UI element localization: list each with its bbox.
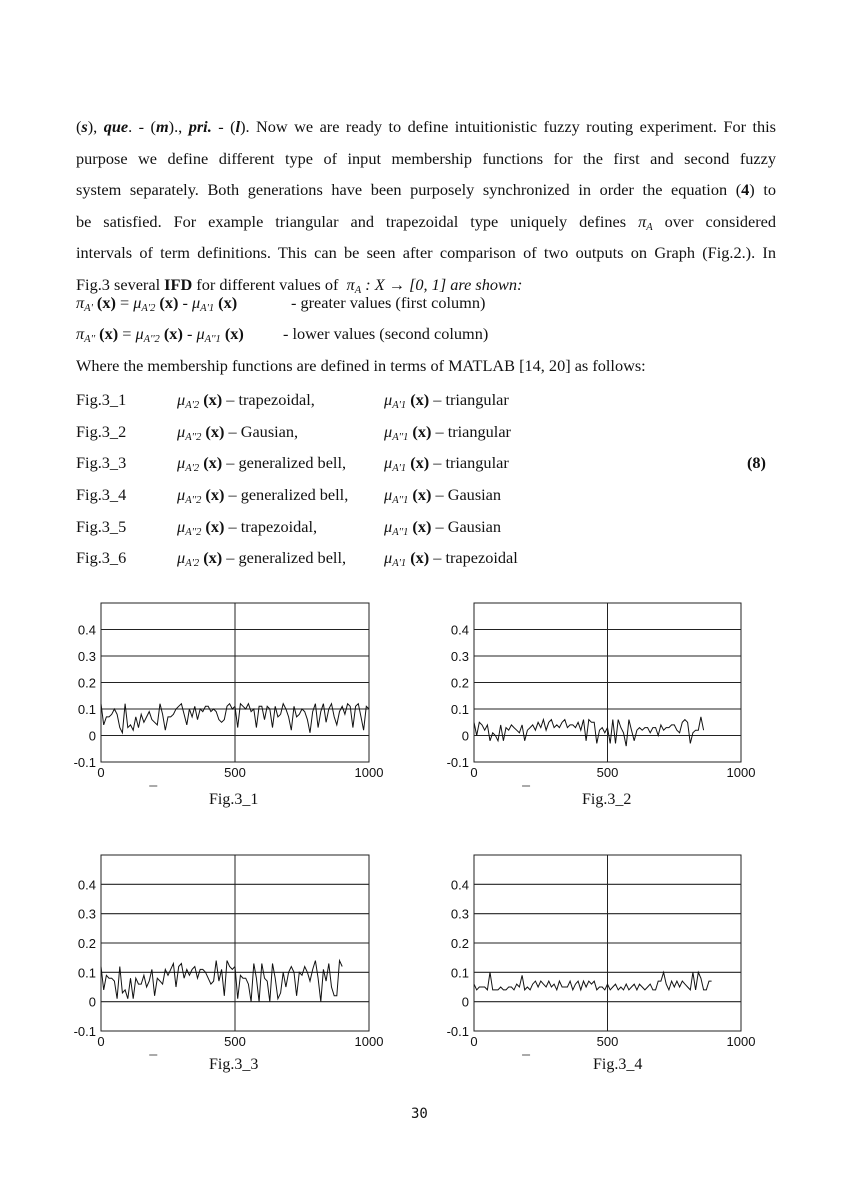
y-tick-label: 0.4 [450, 877, 469, 893]
paragraph-line-2: purpose we define different type of input membership functions for the first and second fuzzy [76, 148, 776, 168]
definition-figure: Fig.3_5 [76, 516, 127, 536]
paragraph-line-1: (s), que. - (m)., pri. - (l). Now we are ready to define intuitionistic fuzzy routing experiment. For this [76, 117, 777, 136]
y-tick-label: 0.4 [77, 622, 96, 638]
chart-svg [60, 595, 400, 795]
figure-caption: Fig.3_1 [209, 791, 259, 808]
y-tick-label: 0.3 [77, 906, 96, 922]
paragraph-line-5: intervals of term definitions. This can be seen after comparison of two outputs on Graph (Fig.2.). In [76, 243, 776, 263]
equation-number: (8) [747, 453, 766, 472]
y-tick-label: 0.2 [77, 675, 96, 691]
y-tick-label: 0.4 [77, 877, 96, 893]
definition-figure: Fig.3_6 [76, 548, 127, 568]
y-tick-label: 0.4 [450, 622, 469, 638]
definition-mu1: $\mu_{A''1}$ (x) – Gausian [384, 516, 502, 538]
y-tick-label: 0.1 [77, 702, 96, 717]
definition-mu2: $\mu_{A''2}$ (x) – generalized bell, [177, 485, 349, 507]
y-tick-label: 0.1 [450, 702, 469, 717]
x-tick-label: 1000 [354, 765, 384, 780]
y-tick-label: 0.1 [77, 965, 96, 981]
definition-mu2: $\mu_{A''2}$ (x) – Gausian, [177, 421, 299, 443]
series-line [474, 717, 704, 746]
figure-caption: Fig.3_3 [209, 1056, 259, 1073]
x-tick-label: 1000 [726, 765, 756, 780]
chart-fig-3-1 [60, 595, 400, 800]
x-tick-label: 1000 [354, 1034, 384, 1049]
y-tick-label: 0 [88, 994, 96, 1010]
y-tick-label: -0.1 [446, 1024, 469, 1039]
chart-fig-3-4 [430, 850, 770, 1065]
x-tick-label: 0 [470, 765, 478, 780]
series-line [101, 961, 342, 1002]
definition-mu1: $\mu_{A''1}$ (x) – Gausian [384, 485, 502, 507]
y-tick-label: -0.1 [446, 755, 469, 770]
chart-svg [60, 850, 400, 1060]
definition-mu2: $\mu_{A''2}$ (x) – trapezoidal, [177, 516, 318, 538]
definition-mu1: $\mu_{A'1}$ (x) – trapezoidal [384, 548, 518, 570]
chart-svg [430, 595, 770, 795]
x-tick-label: 1000 [726, 1034, 756, 1049]
y-tick-label: 0 [461, 728, 469, 744]
x-tick-label: 500 [596, 765, 619, 780]
y-tick-label: 0.2 [450, 675, 469, 691]
equation-pi-a-prime: $\pi_{A'}$ $(x) = \mu_{A'2}$ $(x) - \mu_{A'1}$ (x) - greater values (first column) [76, 293, 486, 314]
definition-figure: Fig.3_4 [76, 485, 127, 505]
definition-figure: Fig.3_1 [76, 390, 127, 409]
y-tick-label: -0.1 [73, 755, 96, 770]
definition-figure: Fig.3_2 [76, 421, 127, 441]
series-line [474, 972, 712, 990]
definition-mu1: $\mu_{A'1}$ (x) – triangular [384, 390, 509, 411]
y-tick-label: -0.1 [73, 1024, 96, 1039]
y-tick-label: 0.1 [450, 965, 469, 981]
y-tick-label: 0.2 [450, 936, 469, 951]
chart-svg [430, 850, 770, 1060]
page-number: 30 [411, 1106, 428, 1122]
definition-mu1: $\mu_{A'1}$ (x) – triangular [384, 453, 509, 475]
paragraph-line-3: system separately. Both generations have been purposely synchronized in order the equation (4) to [76, 180, 776, 200]
y-tick-label: 0.3 [450, 906, 469, 922]
definition-mu2: $\mu_{A'2}$ (x) – generalized bell, [177, 453, 347, 475]
paragraph-line-4: be satisfied. For example triangular and trapezoidal type uniquely defines $\pi_A$ over considered [76, 211, 776, 233]
definition-mu2: $\mu_{A'2}$ (x) – generalized bell, [177, 548, 347, 570]
y-tick-label: 0 [461, 994, 469, 1010]
chart-fig-3-2 [430, 595, 770, 800]
y-tick-label: 0.3 [450, 649, 469, 664]
where-line: Where the membership functions are defined in terms of MATLAB [14, 20] as follows: [76, 356, 646, 375]
y-tick-label: 0 [88, 728, 96, 744]
definition-figure: Fig.3_3 [76, 453, 127, 473]
figure-caption: Fig.3_4 [593, 1056, 643, 1073]
y-tick-label: 0.2 [77, 936, 96, 951]
x-tick-label: 0 [470, 1034, 478, 1049]
x-tick-label: 0 [97, 1034, 105, 1049]
equation-note: - greater values (first column) [291, 293, 486, 312]
x-tick-label: 0 [97, 765, 105, 780]
x-tick-label: 500 [596, 1034, 619, 1049]
paragraph-line-6: Fig.3 several IFD for different values of $\pi_A$ : X → [0, 1] are shown: [76, 274, 523, 296]
definition-mu1: $\mu_{A''1}$ (x) – triangular [384, 421, 511, 443]
definition-mu2: $\mu_{A'2}$ (x) – trapezoidal, [177, 390, 315, 411]
figure-caption: Fig.3_2 [582, 791, 632, 808]
y-tick-label: 0.3 [77, 649, 96, 664]
x-tick-label: 500 [224, 1034, 246, 1049]
chart-fig-3-3 [60, 850, 400, 1065]
x-tick-label: 500 [224, 765, 246, 780]
equation-note: - lower values (second column) [283, 324, 489, 343]
equation-pi-a-double-prime: $\pi_{A''}$ $(x) = \mu_{A''2}$ $(x) - \mu_{A''1}$ (x) - lower values (second column) [76, 324, 489, 345]
body-paragraph [76, 111, 776, 301]
